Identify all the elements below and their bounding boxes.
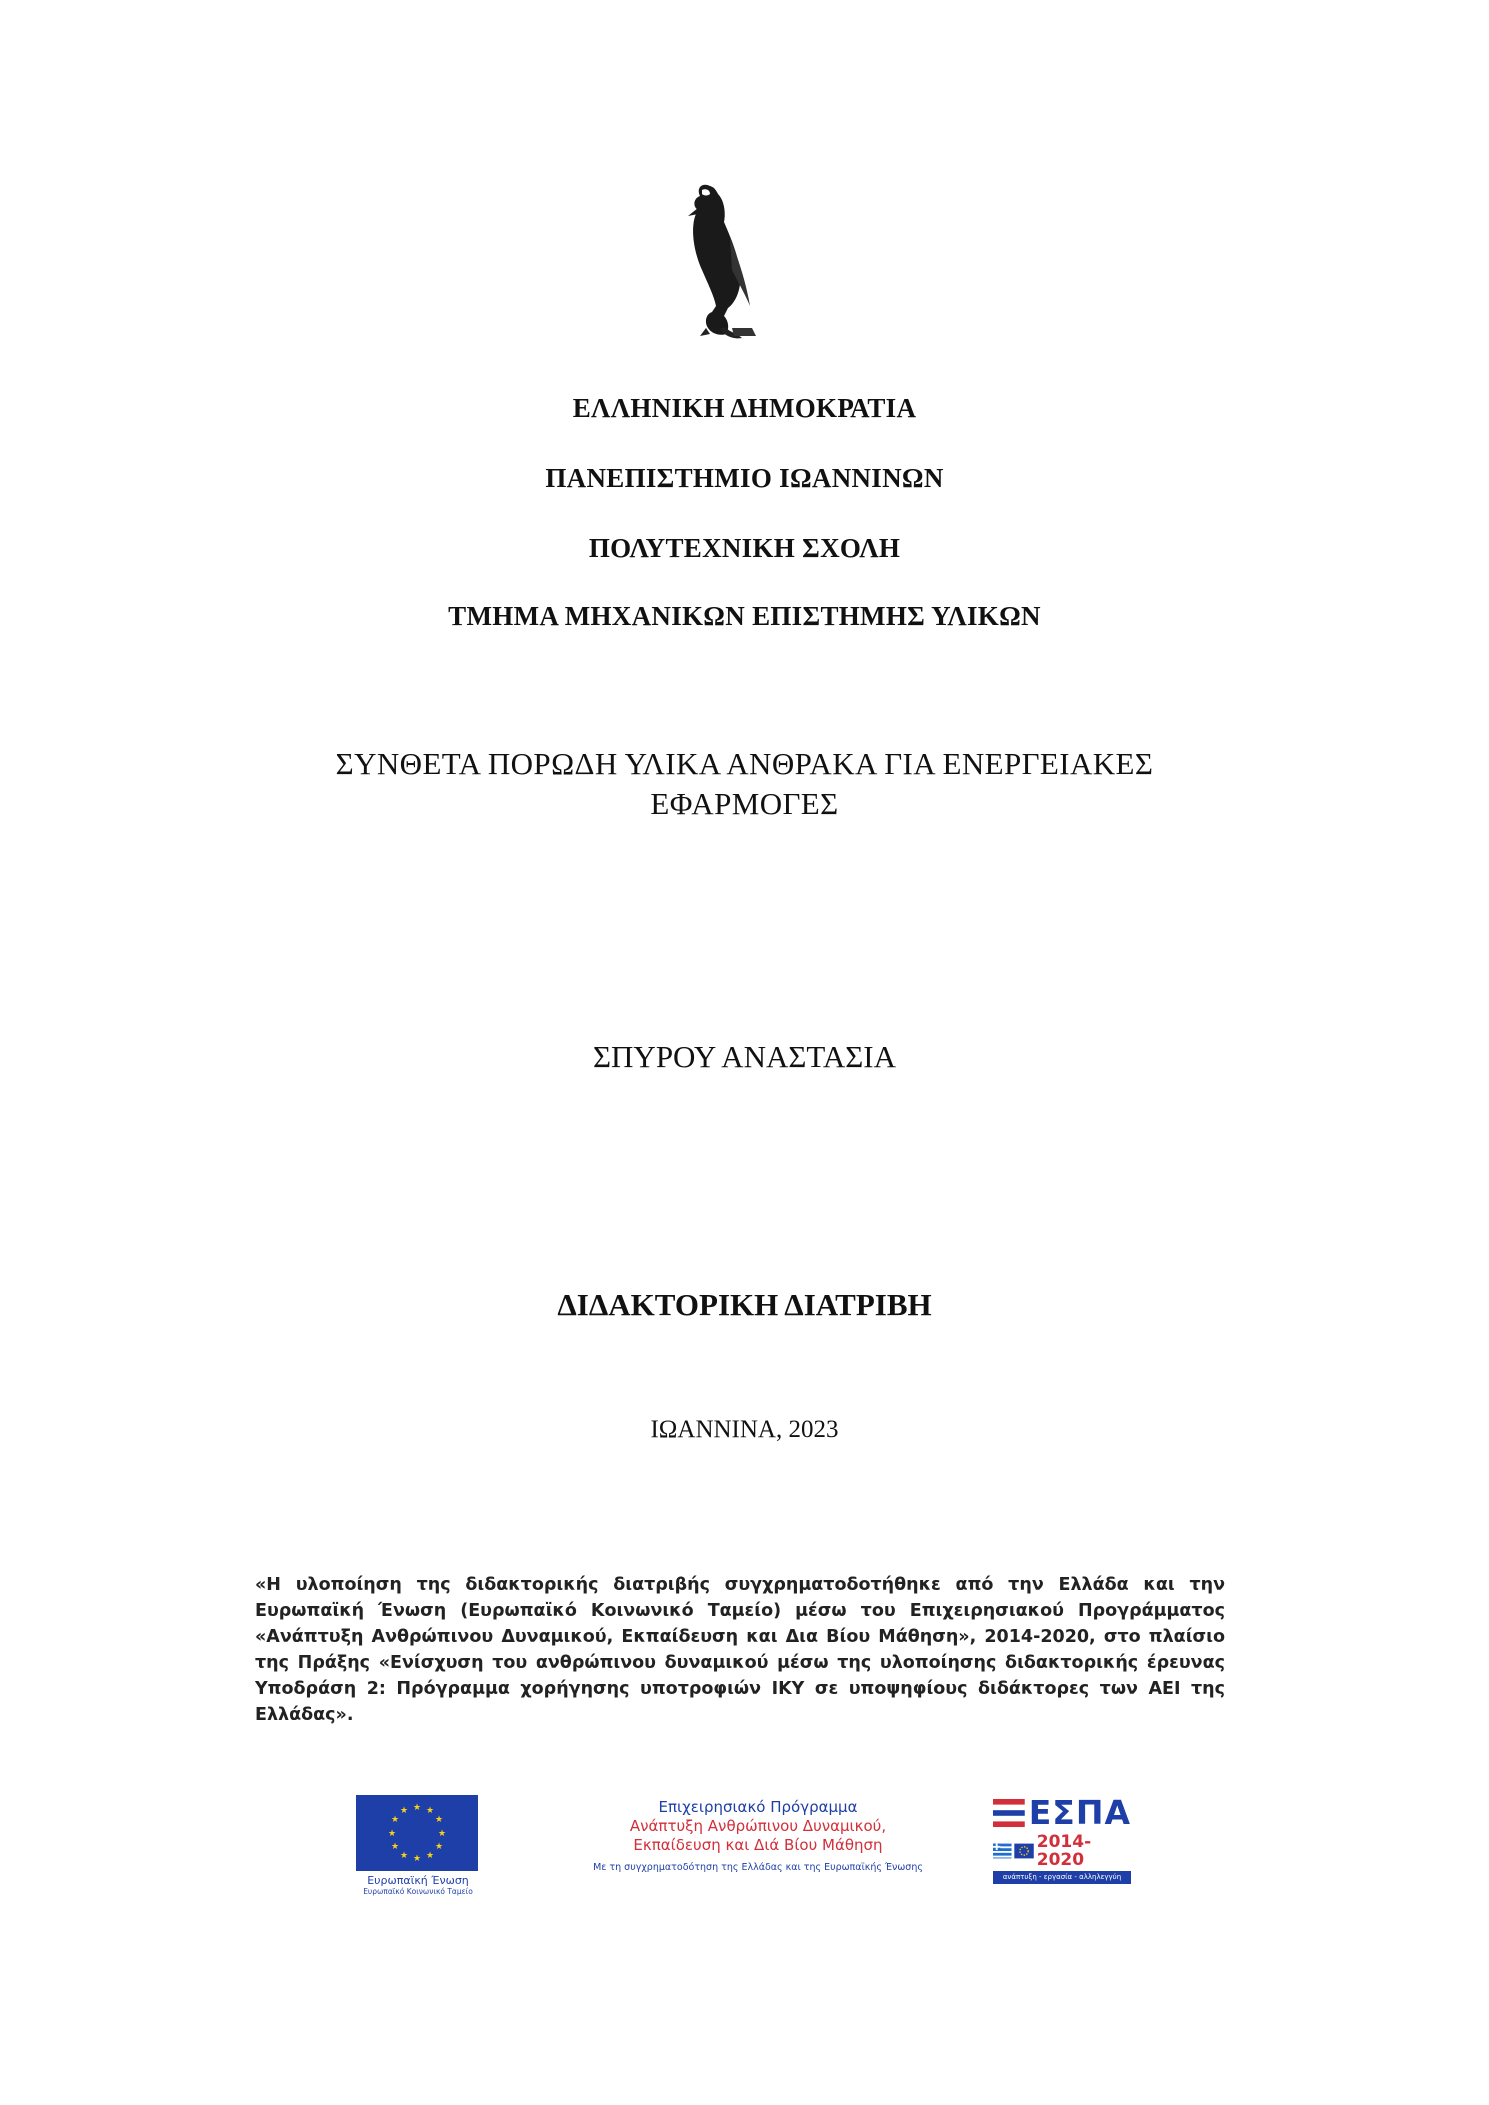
espa-stripes-icon [993, 1796, 1025, 1830]
eu-logo [356, 1795, 480, 1896]
op-line3: Εκπαίδευση και Διά Βίου Μάθηση [633, 1836, 883, 1854]
svg-text:★: ★ [425, 1806, 435, 1816]
thesis-title [0, 744, 1489, 824]
espa-tagline: ανάπτυξη - εργασία - αλληλεγγύη [993, 1871, 1131, 1884]
svg-text:★: ★ [434, 1842, 444, 1852]
header-line-republic: ΕΛΛΗΝΙΚΗ ΔΗΜΟΚΡΑΤΙΑ [572, 393, 917, 423]
svg-text:★: ★ [387, 1829, 397, 1839]
document-type: ΔΙΔΑΚΤΟΡΙΚΗ ΔΙΑΤΡΙΒΗ [557, 1287, 932, 1322]
op-line1: Επιχειρησιακό Πρόγραμμα [658, 1798, 858, 1816]
svg-text:★: ★ [412, 1854, 422, 1864]
place-year: ΙΩΑΝΝΙΝΑ, 2023 [650, 1416, 839, 1443]
svg-text:★: ★ [425, 1851, 435, 1861]
svg-text:★: ★ [434, 1815, 444, 1825]
header-line-university: ΠΑΝΕΠΙΣΤΗΜΙΟ ΙΩΑΝΝΙΝΩΝ [545, 463, 944, 493]
thesis-title-line2: ΕΦΑΡΜΟΓΕΣ [650, 786, 839, 821]
greece-eu-flags-icon [993, 1843, 1034, 1859]
svg-text:★: ★ [390, 1842, 400, 1852]
eu-subcaption: Ευρωπαϊκό Κοινωνικό Ταμείο [363, 1887, 473, 1896]
eu-flag-icon [356, 1795, 478, 1871]
op-cofunding-note: Με τη συγχρηματοδότηση της Ελλάδας και της Ευρωπαϊκής Ένωσης [593, 1862, 923, 1873]
header-line-department: ΤΜΗΜΑ ΜΗΧΑΝΙΚΩΝ ΕΠΙΣΤΗΜΗΣ ΥΛΙΚΩΝ [448, 601, 1041, 631]
svg-text:★: ★ [412, 1803, 422, 1813]
header-line-school: ΠΟΛΥΤΕΧΝΙΚΗ ΣΧΟΛΗ [588, 533, 901, 563]
funding-acknowledgement: «Η υλοποίηση της διδακτορικής διατριβής συγχρηματοδοτήθηκε από την Ελλάδα και την Ευρωπαϊκή Ένωση (Ευρωπαϊκό Κοινωνικό Ταμείο) μέσω του Επιχειρησιακού Προγράμματος «Ανάπτυξη Ανθρώπινου Δυναμικού, Εκπαίδευση και Δια Βίου Μάθηση», 2014-2020, στο πλαίσιο της Πράξης «Ενίσχυση του ανθρώπινου δυναμικού μέσω της υλοποίησης διδακτορικής έρευνας Υποδράση 2: Πρόγραμμα χορήγησης υποτροφιών ΙΚΥ σε υποψηφίους διδάκτορες των ΑΕΙ της Ελλάδας». [255, 1575, 1225, 1725]
espa-logo [993, 1793, 1131, 1884]
author-name: ΣΠΥΡΟΥ ΑΝΑΣΤΑΣΙΑ [593, 1039, 896, 1074]
op-line2: Ανάπτυξη Ανθρώπινου Δυναμικού, [629, 1817, 887, 1835]
espa-name: ΕΣΠΑ [1028, 1793, 1131, 1832]
svg-text:★: ★ [390, 1815, 400, 1825]
svg-text:★: ★ [399, 1851, 409, 1861]
espa-years: 2014-2020 [1036, 1832, 1092, 1870]
operational-programme-logo [560, 1798, 956, 1873]
thesis-title-line1: ΣΥΝΘΕΤΑ ΠΟΡΩΔΗ ΥΛΙΚΑ ΑΝΘΡΑΚΑ ΓΙΑ ΕΝΕΡΓΕΙΑΚΕΣ [335, 746, 1154, 781]
owl-emblem-icon [672, 178, 764, 344]
svg-text:★: ★ [399, 1806, 409, 1816]
svg-text:★: ★ [437, 1829, 447, 1839]
eu-caption: Ευρωπαϊκή Ένωση [367, 1874, 469, 1887]
